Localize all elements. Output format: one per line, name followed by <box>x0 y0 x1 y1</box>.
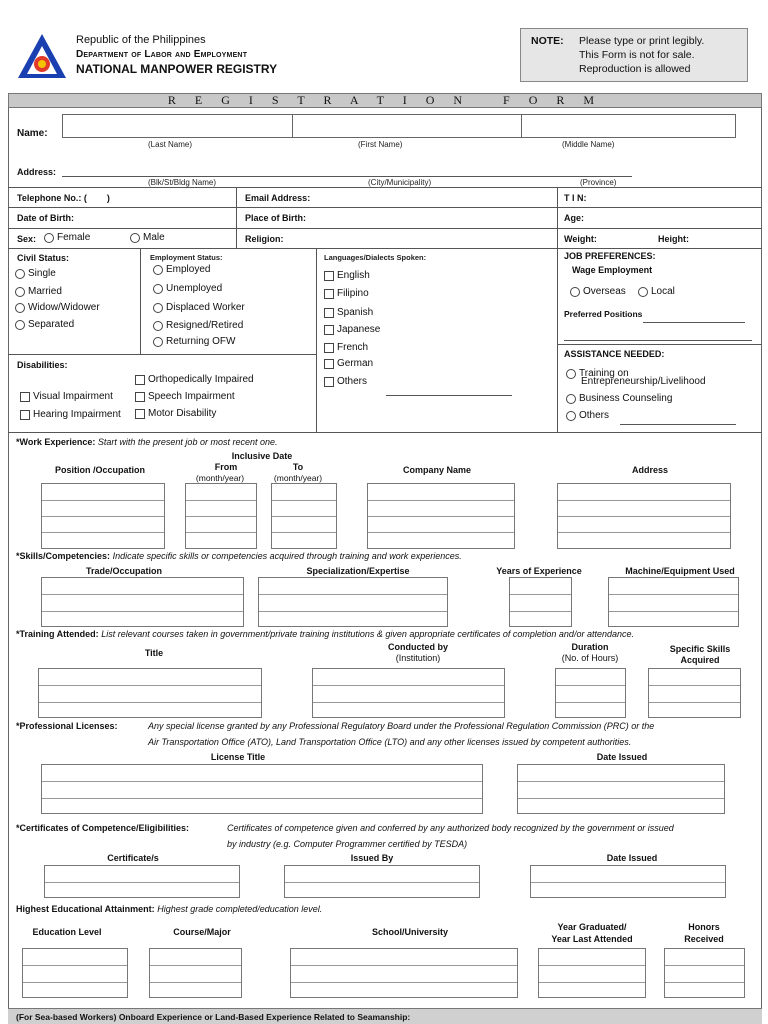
first-name-input[interactable] <box>292 114 522 138</box>
cert-date-header: Date Issued <box>606 853 658 863</box>
last-name-caption: (Last Name) <box>148 140 193 149</box>
option-label: Widow/Widower <box>28 302 100 313</box>
option-label: Speech Impairment <box>148 391 235 402</box>
course-header: Course/Major <box>173 927 231 937</box>
female-label: Female <box>57 232 91 243</box>
skills-section-title <box>16 551 462 561</box>
cert-table[interactable] <box>44 865 240 898</box>
radio-icon <box>15 303 25 313</box>
option-label: Married <box>28 286 62 297</box>
checkbox-icon <box>20 410 30 420</box>
radio-icon <box>153 321 163 331</box>
preferred-line-2[interactable] <box>564 340 752 341</box>
radio-icon <box>570 287 580 297</box>
checkbox-icon <box>20 392 30 402</box>
option-label: Unemployed <box>166 283 223 294</box>
company-header: Company Name <box>402 465 472 475</box>
checkbox-icon <box>324 325 334 335</box>
cert-date-table[interactable] <box>530 865 726 898</box>
radio-icon <box>15 287 25 297</box>
trade-header: Trade/Occupation <box>85 566 163 576</box>
radio-icon <box>566 394 576 404</box>
machine-header: Machine/Equipment Used <box>625 566 735 576</box>
licenses-note-1: Any special license granted by any Professional Regulatory Board under the Professional Regulation Commission (PRC) or the <box>148 721 655 731</box>
skills-spec-table[interactable] <box>258 577 448 627</box>
education-title: Highest Educational Attainment: <box>16 904 155 914</box>
dole-logo <box>16 32 68 80</box>
certificates-note-1: Certificates of competence given and conferred by any authorized body recognized by the government or issued <box>227 823 674 833</box>
height-label[interactable]: Height: <box>658 234 689 244</box>
radio-icon <box>153 284 163 294</box>
radio-icon <box>566 369 576 379</box>
duration-header: Duration <box>571 642 609 652</box>
to-header: To <box>292 462 304 472</box>
option-label: Motor Disability <box>148 408 217 419</box>
work-from-table[interactable] <box>185 483 257 549</box>
issued-by-table[interactable] <box>284 865 480 898</box>
department-text: Department of Labor and Employment <box>76 49 248 60</box>
year-header-2: Year Last Attended <box>551 934 633 944</box>
civil-single[interactable] <box>15 268 56 279</box>
checkbox-icon <box>324 377 334 387</box>
option-label: Returning OFW <box>166 336 236 347</box>
option-label: French <box>337 342 369 353</box>
assist-business[interactable] <box>566 393 672 404</box>
option-label: Filipino <box>337 288 369 299</box>
last-name-input[interactable] <box>62 114 293 138</box>
checkbox-icon <box>324 289 334 299</box>
dis-speech[interactable] <box>135 391 235 402</box>
radio-icon <box>130 233 140 243</box>
male-label: Male <box>143 232 165 243</box>
radio-icon <box>566 411 576 421</box>
spec-header: Specialization/Expertise <box>306 566 410 576</box>
work-title: *Work Experience: <box>16 437 96 447</box>
lang-japanese[interactable] <box>324 324 380 335</box>
institution-header: (Institution) <box>395 653 441 663</box>
skills-title: *Skills/Competencies: <box>16 551 111 561</box>
dob-label[interactable]: Date of Birth: <box>17 213 74 223</box>
option-label: Local <box>651 286 675 297</box>
training-conducted-table[interactable] <box>312 668 505 718</box>
option-label: Single <box>28 268 56 279</box>
note-line-3: Reproduction is allowed <box>579 63 691 75</box>
civil-married[interactable] <box>15 286 62 297</box>
work-to-table[interactable] <box>271 483 337 549</box>
certificates-section-title: *Certificates of Competence/Eligibilities: <box>16 823 190 833</box>
blk-caption: (Blk/St/Bldg Name) <box>148 178 217 187</box>
email-label[interactable]: Email Address: <box>245 193 311 203</box>
option-label: Displaced Worker <box>166 302 245 313</box>
skills-machine-table[interactable] <box>608 577 739 627</box>
checkbox-icon <box>135 392 145 402</box>
middle-name-input[interactable] <box>521 114 736 138</box>
to-sub-header: (month/year) <box>273 473 323 483</box>
address-line[interactable] <box>62 176 632 177</box>
option-label: Visual Impairment <box>33 391 113 402</box>
seamanship-bar <box>8 1008 762 1024</box>
work-section-title <box>16 437 277 447</box>
lang-english[interactable] <box>324 270 370 281</box>
option-label: English <box>337 270 370 281</box>
edu-level-table[interactable] <box>22 948 128 998</box>
hours-header: (No. of Hours) <box>561 653 619 663</box>
assistance-label: ASSISTANCE NEEDED: <box>564 349 665 359</box>
cert-header: Certificate/s <box>107 853 159 863</box>
position-header: Position /Occupation <box>54 465 146 475</box>
dis-visual[interactable] <box>20 391 113 402</box>
address-label: Address: <box>17 167 57 177</box>
form-title: R E G I S T R A T I O N F O R M <box>167 93 603 107</box>
radio-icon <box>15 269 25 279</box>
license-title-table[interactable] <box>41 764 483 814</box>
checkbox-icon <box>135 375 145 385</box>
licenses-note-2: Air Transportation Office (ATO), Land Transportation Office (LTO) and any other licenses issued by competent authorities. <box>148 737 632 747</box>
sex-female-option[interactable] <box>44 232 90 243</box>
radio-icon <box>638 287 648 297</box>
civil-separated[interactable] <box>15 319 74 330</box>
skills-trade-table[interactable] <box>41 577 244 627</box>
lang-german[interactable] <box>324 358 373 369</box>
pob-label[interactable]: Place of Birth: <box>245 213 307 223</box>
checkbox-icon <box>324 271 334 281</box>
honors-table[interactable] <box>664 948 745 998</box>
course-table[interactable] <box>149 948 242 998</box>
religion-label[interactable]: Religion: <box>245 234 284 244</box>
training-title-table[interactable] <box>38 668 262 718</box>
option-label: Japanese <box>337 324 381 335</box>
radio-icon <box>15 320 25 330</box>
telephone-label[interactable]: Telephone No.: ( ) <box>17 193 110 203</box>
sex-label: Sex: <box>17 234 37 244</box>
tin-label[interactable]: T I N: <box>564 193 587 203</box>
job-pref-label: JOB PREFERENCES: <box>564 251 656 261</box>
dis-hearing[interactable] <box>20 409 121 420</box>
note-line-2: This Form is not for sale. <box>579 49 695 61</box>
option-label: Others <box>337 376 368 387</box>
from-sub-header: (month/year) <box>195 473 245 483</box>
inclusive-date-header: Inclusive Date <box>231 451 293 461</box>
disabilities-label: Disabilities: <box>17 360 68 370</box>
school-header: School/University <box>371 927 449 937</box>
radio-icon <box>153 337 163 347</box>
civil-widow[interactable] <box>15 302 100 313</box>
age-label[interactable]: Age: <box>564 213 584 223</box>
radio-icon <box>153 303 163 313</box>
option-label: Orthopedically Impaired <box>148 374 254 385</box>
work-address-table[interactable] <box>557 483 731 549</box>
languages-label: Languages/Dialects Spoken: <box>324 253 427 262</box>
checkbox-icon <box>324 308 334 318</box>
conducted-header: Conducted by <box>388 642 448 652</box>
skills-acquired-header-1: Specific Skills <box>669 644 731 654</box>
note-line-1: Please type or print legibly. <box>579 35 705 47</box>
option-label: Business Counseling <box>579 393 673 404</box>
preferred-line-1[interactable] <box>643 322 745 323</box>
province-caption: (Province) <box>580 178 617 187</box>
registry-text: NATIONAL MANPOWER REGISTRY <box>76 62 278 76</box>
years-header: Years of Experience <box>496 566 582 576</box>
middle-name-caption: (Middle Name) <box>562 140 615 149</box>
option-label: Overseas <box>583 286 626 297</box>
dis-motor[interactable] <box>135 408 216 419</box>
emp-resigned[interactable] <box>153 320 243 331</box>
training-note: List relevant courses taken in government/private training institutions & given appropriate certificates of completion and/or attendance. <box>101 629 634 639</box>
option-label: Training on <box>579 368 629 379</box>
honors-header-2: Received <box>684 934 724 944</box>
training-title-header: Title <box>144 648 164 658</box>
certificates-note-2: by industry (e.g. Computer Programmer certified by TESDA) <box>227 839 468 849</box>
emp-unemployed[interactable] <box>153 283 222 294</box>
radio-icon <box>44 233 54 243</box>
seamanship-text: (For Sea-based Workers) Onboard Experience or Land-Based Experience Related to Seamanship: <box>16 1012 411 1022</box>
city-caption: (City/Municipality) <box>368 178 432 187</box>
license-date-table[interactable] <box>517 764 725 814</box>
emp-employed[interactable] <box>153 264 210 275</box>
pref-local[interactable] <box>638 286 675 297</box>
checkbox-icon <box>324 359 334 369</box>
license-date-header: Date Issued <box>596 752 648 762</box>
checkbox-icon <box>135 409 145 419</box>
lang-spanish[interactable] <box>324 307 373 318</box>
lang-others[interactable] <box>324 376 367 387</box>
honors-header-1: Honors <box>688 922 720 932</box>
option-label: Resigned/Retired <box>166 320 244 331</box>
education-note: Highest grade completed/education level. <box>157 904 323 914</box>
option-label: Separated <box>28 319 75 330</box>
name-label: Name: <box>17 128 48 139</box>
lang-others-line[interactable] <box>386 395 512 396</box>
option-label: German <box>337 358 374 369</box>
license-title-header: License Title <box>210 752 266 762</box>
note-box <box>520 28 748 82</box>
school-table[interactable] <box>290 948 518 998</box>
checkbox-icon <box>324 343 334 353</box>
training-skills-table[interactable] <box>648 668 741 718</box>
edu-level-header: Education Level <box>32 927 102 937</box>
republic-text: Republic of the Philippines <box>76 34 206 46</box>
option-label: Employed <box>166 264 211 275</box>
from-header: From <box>214 462 238 472</box>
emp-displaced[interactable] <box>153 302 245 313</box>
first-name-caption: (First Name) <box>358 140 403 149</box>
work-position-table[interactable] <box>41 483 165 549</box>
year-header-1: Year Graduated/ <box>557 922 627 932</box>
work-company-table[interactable] <box>367 483 515 549</box>
year-table[interactable] <box>538 948 646 998</box>
lang-filipino[interactable] <box>324 288 369 299</box>
skills-note: Indicate specific skills or competencies acquired through training and work experiences. <box>112 551 462 561</box>
employment-status-label: Employment Status: <box>150 253 223 262</box>
radio-icon <box>153 265 163 275</box>
education-section-title <box>16 904 322 914</box>
weight-label[interactable]: Weight: <box>564 234 597 244</box>
wage-label: Wage Employment <box>572 265 653 275</box>
pref-overseas[interactable] <box>570 286 626 297</box>
lang-french[interactable] <box>324 342 368 353</box>
assist-training-line2: Entrepreneurship/Livelihood <box>581 376 706 387</box>
note-label: NOTE: <box>531 35 564 47</box>
skills-acquired-header-2: Acquired <box>680 655 720 665</box>
training-title: *Training Attended: <box>16 629 99 639</box>
option-label: Spanish <box>337 307 374 318</box>
licenses-section-title: *Professional Licenses: <box>16 721 118 731</box>
sex-male-option[interactable] <box>130 232 165 243</box>
option-label: Others <box>579 410 610 421</box>
issued-by-header: Issued By <box>350 853 394 863</box>
address-header: Address <box>631 465 669 475</box>
dis-ortho[interactable] <box>135 374 254 385</box>
assist-others[interactable] <box>566 410 609 421</box>
training-section-title <box>16 629 634 639</box>
assist-others-line[interactable] <box>620 424 736 425</box>
civil-status-label: Civil Status: <box>17 253 70 263</box>
work-note: Start with the present job or most recent one. <box>97 437 278 447</box>
emp-returning-ofw[interactable] <box>153 336 235 347</box>
training-duration-table[interactable] <box>555 668 626 718</box>
form-title-bar <box>8 93 762 108</box>
preferred-positions-label: Preferred Positions <box>564 309 643 319</box>
option-label: Hearing Impairment <box>33 409 121 420</box>
skills-years-table[interactable] <box>509 577 572 627</box>
